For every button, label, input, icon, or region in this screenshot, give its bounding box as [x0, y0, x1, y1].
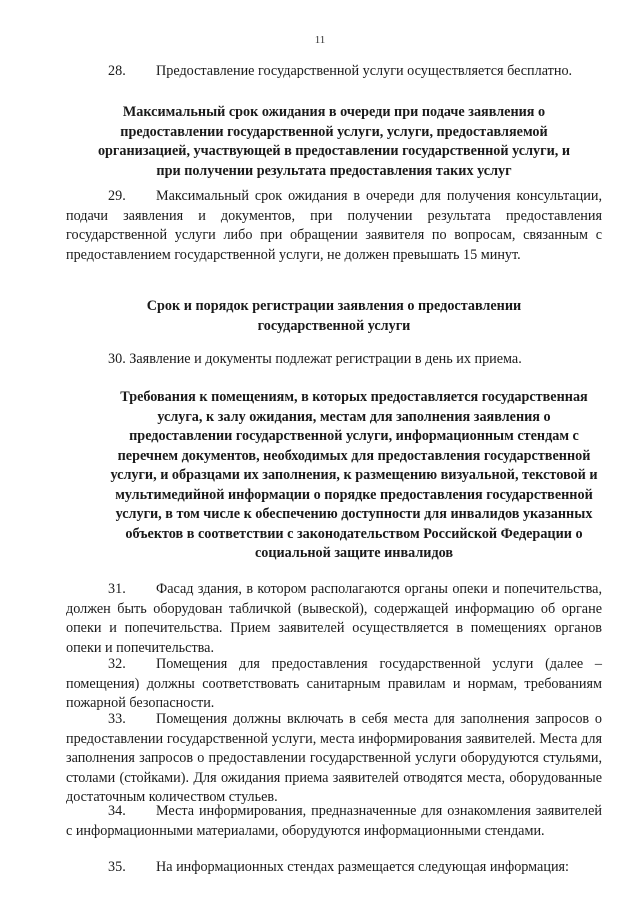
paragraph-32 [66, 655, 602, 714]
paragraph-number: 34. [108, 803, 126, 819]
paragraph-29 [66, 187, 602, 265]
section-heading-queue-time: Максимальный срок ожидания в очереди при подаче заявления о предоставлении государственной услуги, услуги, предоставляемой организацией, участвующей в предоставлении государственной услуги, и при получении результата предоставления таких услуг [97, 104, 571, 179]
paragraph-number: 28. [108, 63, 126, 79]
paragraph-number: 31. [108, 581, 126, 597]
paragraph-text: Помещения должны включать в себя места для заполнения запросов о предоставлении государственной услуги, места информирования заявителей. Места для заполнения запросов о предоставлении государственной услуги оборудуются стульями, столами (стойками). Для ожидания приема заявителей отводятся места, оборудованные достаточным количеством стульев. [66, 711, 602, 805]
paragraph-text: Фасад здания, в котором располагаются органы опеки и попечительства, должен быть оборудован табличкой (вывеской), содержащей информацию об органе опеки и попечительства. Прием заявителей осуществляется в помещениях органов опеки и попечительства. [66, 581, 602, 656]
section-heading-registration: Срок и порядок регистрации заявления о предоставлении государственной услуги [146, 298, 522, 334]
paragraph-number: 29. [108, 188, 126, 204]
paragraph-text: Помещения для предоставления государственной услуги (далее – помещения) должны соответствовать санитарным правилам и нормам, требованиям пожарной безопасности. [66, 656, 602, 711]
paragraph-number: 33. [108, 711, 126, 727]
paragraph-text: Максимальный срок ожидания в очереди для получения консультации, подачи заявления и документов, при получении результата предоставления государственной услуги либо при обращении заявителя по вопросам, связанным с предоставлением государственной услуги, не должен превышать 15 минут. [66, 188, 602, 263]
paragraph-34 [66, 802, 602, 841]
paragraph-30: 30. Заявление и документы подлежат регистрации в день их приема. [108, 351, 522, 367]
paragraph-number: 32. [108, 656, 126, 672]
paragraph-33 [66, 710, 602, 808]
paragraph-31 [66, 580, 602, 658]
paragraph-number: 35. [108, 859, 126, 875]
paragraph-28 [66, 62, 602, 82]
paragraph-text: На информационных стендах размещается следующая информация: [156, 859, 570, 875]
section-heading-premises-requirements: Требования к помещениям, в которых предоставляется государственная услуга, к залу ожидания, местам для заполнения заявления о предоставлении государственной услуги, информационным стендам с перечнем документов, необходимых для предоставления государственной услуги, и образцами их заполнения, к размещению визуальной, текстовой и мультимедийной информации о порядке предоставления государственной услуги, в том числе к обеспечению доступности для инвалидов указанных объектов в соответствии с законодательством Российской Федерации о социальной защите инвалидов [110, 389, 598, 561]
paragraph-text: Места информирования, предназначенные для ознакомления заявителей с информационными материалами, оборудуются информационными стендами. [66, 803, 602, 839]
page-number: 11 [314, 34, 326, 46]
paragraph-35 [66, 858, 602, 878]
paragraph-text: Предоставление государственной услуги осуществляется бесплатно. [156, 63, 573, 79]
